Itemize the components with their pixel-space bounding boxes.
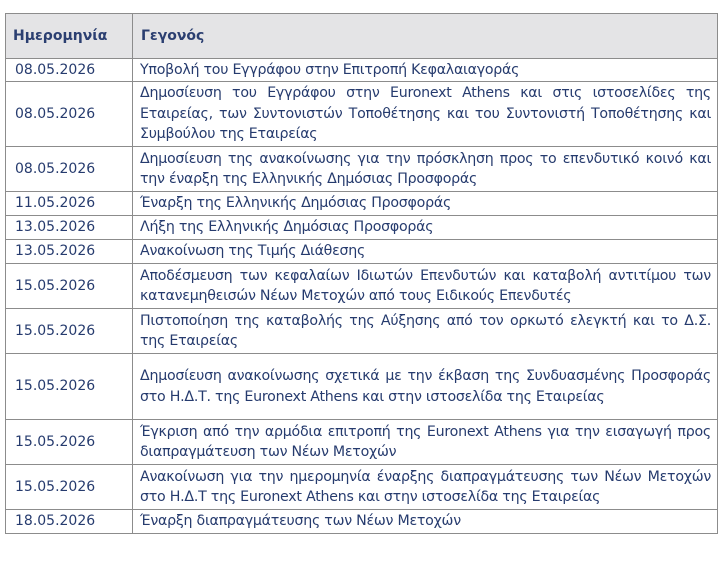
table-row [6,264,718,309]
table-row [6,59,718,82]
row-date: 15.05.2026 [6,420,133,465]
table-body [6,59,718,534]
table-row [6,82,718,147]
header-event: Γεγονός [133,14,718,59]
table-row [6,216,718,240]
table-header [6,14,718,59]
row-date: 11.05.2026 [6,192,133,216]
row-date: 15.05.2026 [6,465,133,510]
row-event: Δημοσίευση του Εγγράφου στην Euronext Athens και στις ιστοσελίδες της Εταιρείας, των Συντονιστών Τοποθέτησης και του Συντονιστή Τοποθέτησης και Συμβούλου της Εταιρείας [133,82,718,147]
row-event: Έγκριση από την αρμόδια επιτροπή της Euronext Athens για την εισαγωγή προς διαπραγμάτευση των Νέων Μετοχών [133,420,718,465]
row-date: 13.05.2026 [6,216,133,240]
row-date: 18.05.2026 [6,510,133,534]
row-date: 08.05.2026 [6,147,133,192]
row-event: Έναρξη της Ελληνικής Δημόσιας Προσφοράς [133,192,718,216]
row-event: Ανακοίνωση της Τιμής Διάθεσης [133,240,718,264]
row-event: Λήξη της Ελληνικής Δημόσιας Προσφοράς [133,216,718,240]
timetable [5,13,718,534]
row-date: 15.05.2026 [6,354,133,420]
row-event: Αποδέσμευση των κεφαλαίων Ιδιωτών Επενδυτών και καταβολή αντιτίμου των κατανεμηθεισών Νέων Μετοχών από τους Ειδικούς Επενδυτές [133,264,718,309]
row-date: 15.05.2026 [6,309,133,354]
row-date: 08.05.2026 [6,82,133,147]
row-date: 13.05.2026 [6,240,133,264]
row-event: Δημοσίευση της ανακοίνωσης για την πρόσκληση προς το επενδυτικό κοινό και την έναρξη της Ελληνικής Δημόσιας Προσφοράς [133,147,718,192]
table-row [6,465,718,510]
header-date: Ημερομηνία [6,14,133,59]
row-date: 15.05.2026 [6,264,133,309]
table-row [6,510,718,534]
table-row [6,420,718,465]
table-row [6,192,718,216]
row-event: Ανακοίνωση για την ημερομηνία έναρξης διαπραγμάτευσης των Νέων Μετοχών στο Η.Δ.Τ της Euronext Athens και στην ιστοσελίδα της Εταιρείας [133,465,718,510]
row-date: 08.05.2026 [6,59,133,82]
row-event: Πιστοποίηση της καταβολής της Αύξησης από τον ορκωτό ελεγκτή και το Δ.Σ. της Εταιρείας [133,309,718,354]
table-row [6,354,718,420]
table-row [6,147,718,192]
row-event: Έναρξη διαπραγμάτευσης των Νέων Μετοχών [133,510,718,534]
header-row [6,14,718,59]
row-event: Υποβολή του Εγγράφου στην Επιτροπή Κεφαλαιαγοράς [133,59,718,82]
table-row [6,240,718,264]
row-event: Δημοσίευση ανακοίνωσης σχετικά με την έκβαση της Συνδυασμένης Προσφοράς στο Η.Δ.Τ. της Euronext Athens και στην ιστοσελίδα της Εταιρείας [133,354,718,420]
table-row [6,309,718,354]
